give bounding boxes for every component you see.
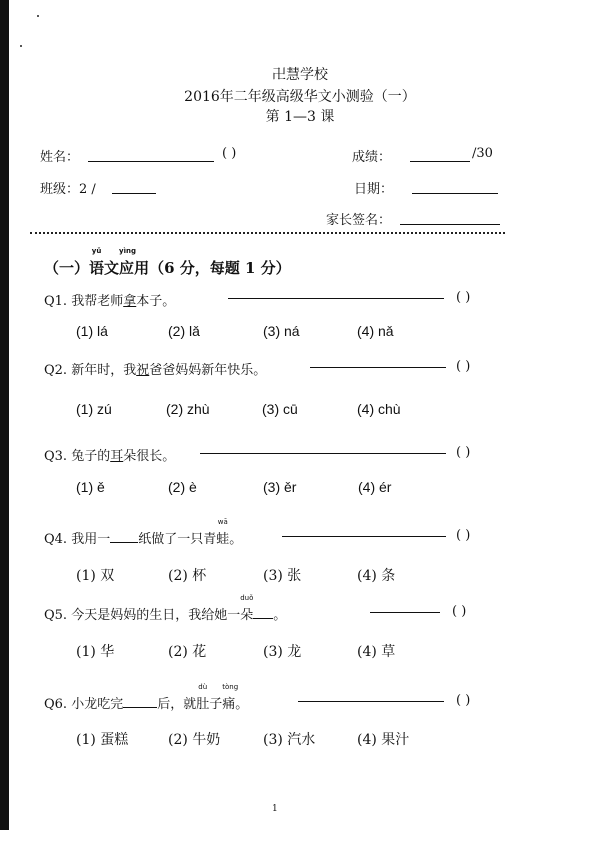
- q4-option-3: (3) 张: [263, 568, 302, 584]
- q6-pinyin-du: dù: [198, 683, 208, 691]
- q6-ruby-du: [196, 683, 210, 712]
- q2-answer-box[interactable]: ( ): [456, 359, 471, 374]
- q6-number: Q6.: [44, 697, 68, 712]
- q3-answer-box[interactable]: ( ): [456, 445, 471, 460]
- school-name: 卍慧学校: [272, 67, 328, 83]
- name-label: 姓名：: [40, 150, 80, 165]
- q6-ruby-tong: [222, 683, 239, 712]
- pinyin-yu: yǔ: [91, 247, 102, 255]
- q1-text-pre: 我帮老师: [71, 294, 124, 309]
- q4-leader-line: [282, 536, 446, 537]
- score-field[interactable]: [410, 146, 470, 162]
- date-label: 日期：: [354, 182, 394, 197]
- q5-ruby: [240, 594, 254, 623]
- score-label: 成绩：: [352, 150, 392, 165]
- q6-ruby-tong-char: 痛: [222, 697, 236, 712]
- q4-pinyin: wā: [217, 518, 228, 526]
- section-paren: （一）: [44, 259, 90, 277]
- q2-option-4: (4) chù: [357, 401, 401, 417]
- q5-option-1: (1) 华: [76, 644, 115, 660]
- q1-target-char: 拿: [123, 294, 137, 309]
- lesson-range: 第 1—3 课: [265, 109, 335, 125]
- q3-leader-line: [200, 453, 446, 454]
- q5-option-4: (4) 草: [357, 644, 396, 660]
- q2-leader-line: [310, 367, 446, 368]
- q4-text-pre: 我用一: [71, 532, 111, 547]
- q3-text-post: 朵很长。: [123, 449, 176, 464]
- q4-option-2: (2) 杯: [168, 568, 207, 584]
- ruby-ying: [119, 247, 137, 278]
- char-ying: 应: [119, 259, 135, 277]
- q6-option-1: (1) 蛋糕: [76, 732, 129, 748]
- q6-text-mid: 后，就: [157, 697, 197, 712]
- q3-text-pre: 兔子的: [71, 449, 111, 464]
- q5-text-post: 。: [273, 608, 287, 623]
- q4-number: Q4.: [44, 532, 68, 547]
- date-field[interactable]: [412, 178, 498, 194]
- q4-blank[interactable]: [110, 542, 138, 543]
- exam-title: 2016年二年级高级华文小测验（一）: [184, 89, 416, 105]
- question-4: [44, 518, 243, 547]
- scan-speck: [37, 15, 39, 17]
- name-paren: ( ): [222, 146, 237, 161]
- q5-number: Q5.: [44, 608, 68, 623]
- class-field[interactable]: [112, 178, 156, 194]
- q2-option-3: (3) cū: [262, 401, 298, 417]
- q6-blank[interactable]: [123, 707, 157, 708]
- q2-text-post: 爸爸妈妈新年快乐。: [149, 363, 267, 378]
- section-heading: [44, 247, 291, 278]
- q3-target-char: 耳: [110, 449, 124, 464]
- q3-option-1: (1) ě: [76, 479, 105, 495]
- q1-option-2: (2) lǎ: [168, 323, 200, 339]
- char-wen: 文: [104, 259, 120, 277]
- q1-leader-line: [228, 298, 444, 299]
- q3-option-3: (3) ěr: [263, 479, 297, 495]
- q5-option-2: (2) 花: [168, 644, 207, 660]
- q4-text-post: 。: [229, 532, 243, 547]
- char-yu: 语: [89, 259, 105, 277]
- page-number: 1: [272, 804, 278, 814]
- q6-option-2: (2) 牛奶: [168, 732, 221, 748]
- q2-text-pre: 新年时，我: [71, 363, 137, 378]
- section-title-rest: 用（6 分，每题 1 分）: [134, 259, 291, 277]
- q3-option-4: (4) ér: [358, 479, 392, 495]
- question-2: [44, 359, 266, 378]
- q1-option-3: (3) ná: [263, 323, 300, 339]
- q4-option-4: (4) 条: [357, 568, 396, 584]
- q6-option-3: (3) 汽水: [263, 732, 316, 748]
- q5-leader-line: [370, 612, 440, 613]
- q5-text-pre: 今天是妈妈的生日，我给她一: [71, 608, 241, 623]
- scan-speck: [20, 45, 22, 47]
- q6-text-post: 。: [235, 697, 249, 712]
- q5-option-3: (3) 龙: [263, 644, 302, 660]
- question-1: [44, 290, 175, 309]
- q6-char-zi: 子: [209, 697, 223, 712]
- question-6: [44, 683, 249, 712]
- q6-answer-box[interactable]: ( ): [456, 693, 471, 708]
- q6-pinyin-tong: tòng: [222, 683, 239, 691]
- q2-target-char: 祝: [136, 363, 150, 378]
- q2-option-1: (1) zú: [76, 401, 112, 417]
- q1-option-1: (1) lá: [76, 323, 108, 339]
- q5-answer-box[interactable]: ( ): [452, 604, 467, 619]
- q1-option-4: (4) nǎ: [357, 323, 394, 339]
- parent-signature-label: 家长签名：: [326, 213, 392, 228]
- q1-answer-box[interactable]: ( ): [456, 290, 471, 305]
- class-label: 班级：2 /: [40, 182, 96, 197]
- q5-pinyin: duǒ: [240, 594, 254, 602]
- q5-ruby-char: 朵: [240, 608, 254, 623]
- question-5: [44, 594, 287, 623]
- q4-option-1: (1) 双: [76, 568, 115, 584]
- name-field[interactable]: [88, 146, 214, 162]
- q3-option-2: (2) è: [168, 479, 197, 495]
- q4-answer-box[interactable]: ( ): [456, 528, 471, 543]
- parent-signature-field[interactable]: [400, 209, 500, 225]
- q6-option-4: (4) 果汁: [357, 732, 410, 748]
- q6-leader-line: [298, 701, 444, 702]
- q3-number: Q3.: [44, 449, 68, 464]
- q4-ruby-char: 蛙: [216, 532, 230, 547]
- q6-text-pre: 小龙吃完: [71, 697, 124, 712]
- q1-number: Q1.: [44, 294, 68, 309]
- ruby-yu: [89, 247, 105, 278]
- q4-text-mid: 纸做了一只青: [138, 532, 217, 547]
- dotted-divider: [30, 232, 505, 234]
- q4-ruby: [216, 518, 230, 547]
- q2-number: Q2.: [44, 363, 68, 378]
- pinyin-ying: yìng: [119, 247, 137, 255]
- q6-ruby-du-char: 肚: [196, 697, 210, 712]
- score-total: /30: [472, 146, 493, 161]
- question-3: [44, 445, 175, 464]
- q1-text-post: 本子。: [136, 294, 176, 309]
- q2-option-2: (2) zhù: [166, 401, 210, 417]
- q5-blank[interactable]: [253, 618, 273, 619]
